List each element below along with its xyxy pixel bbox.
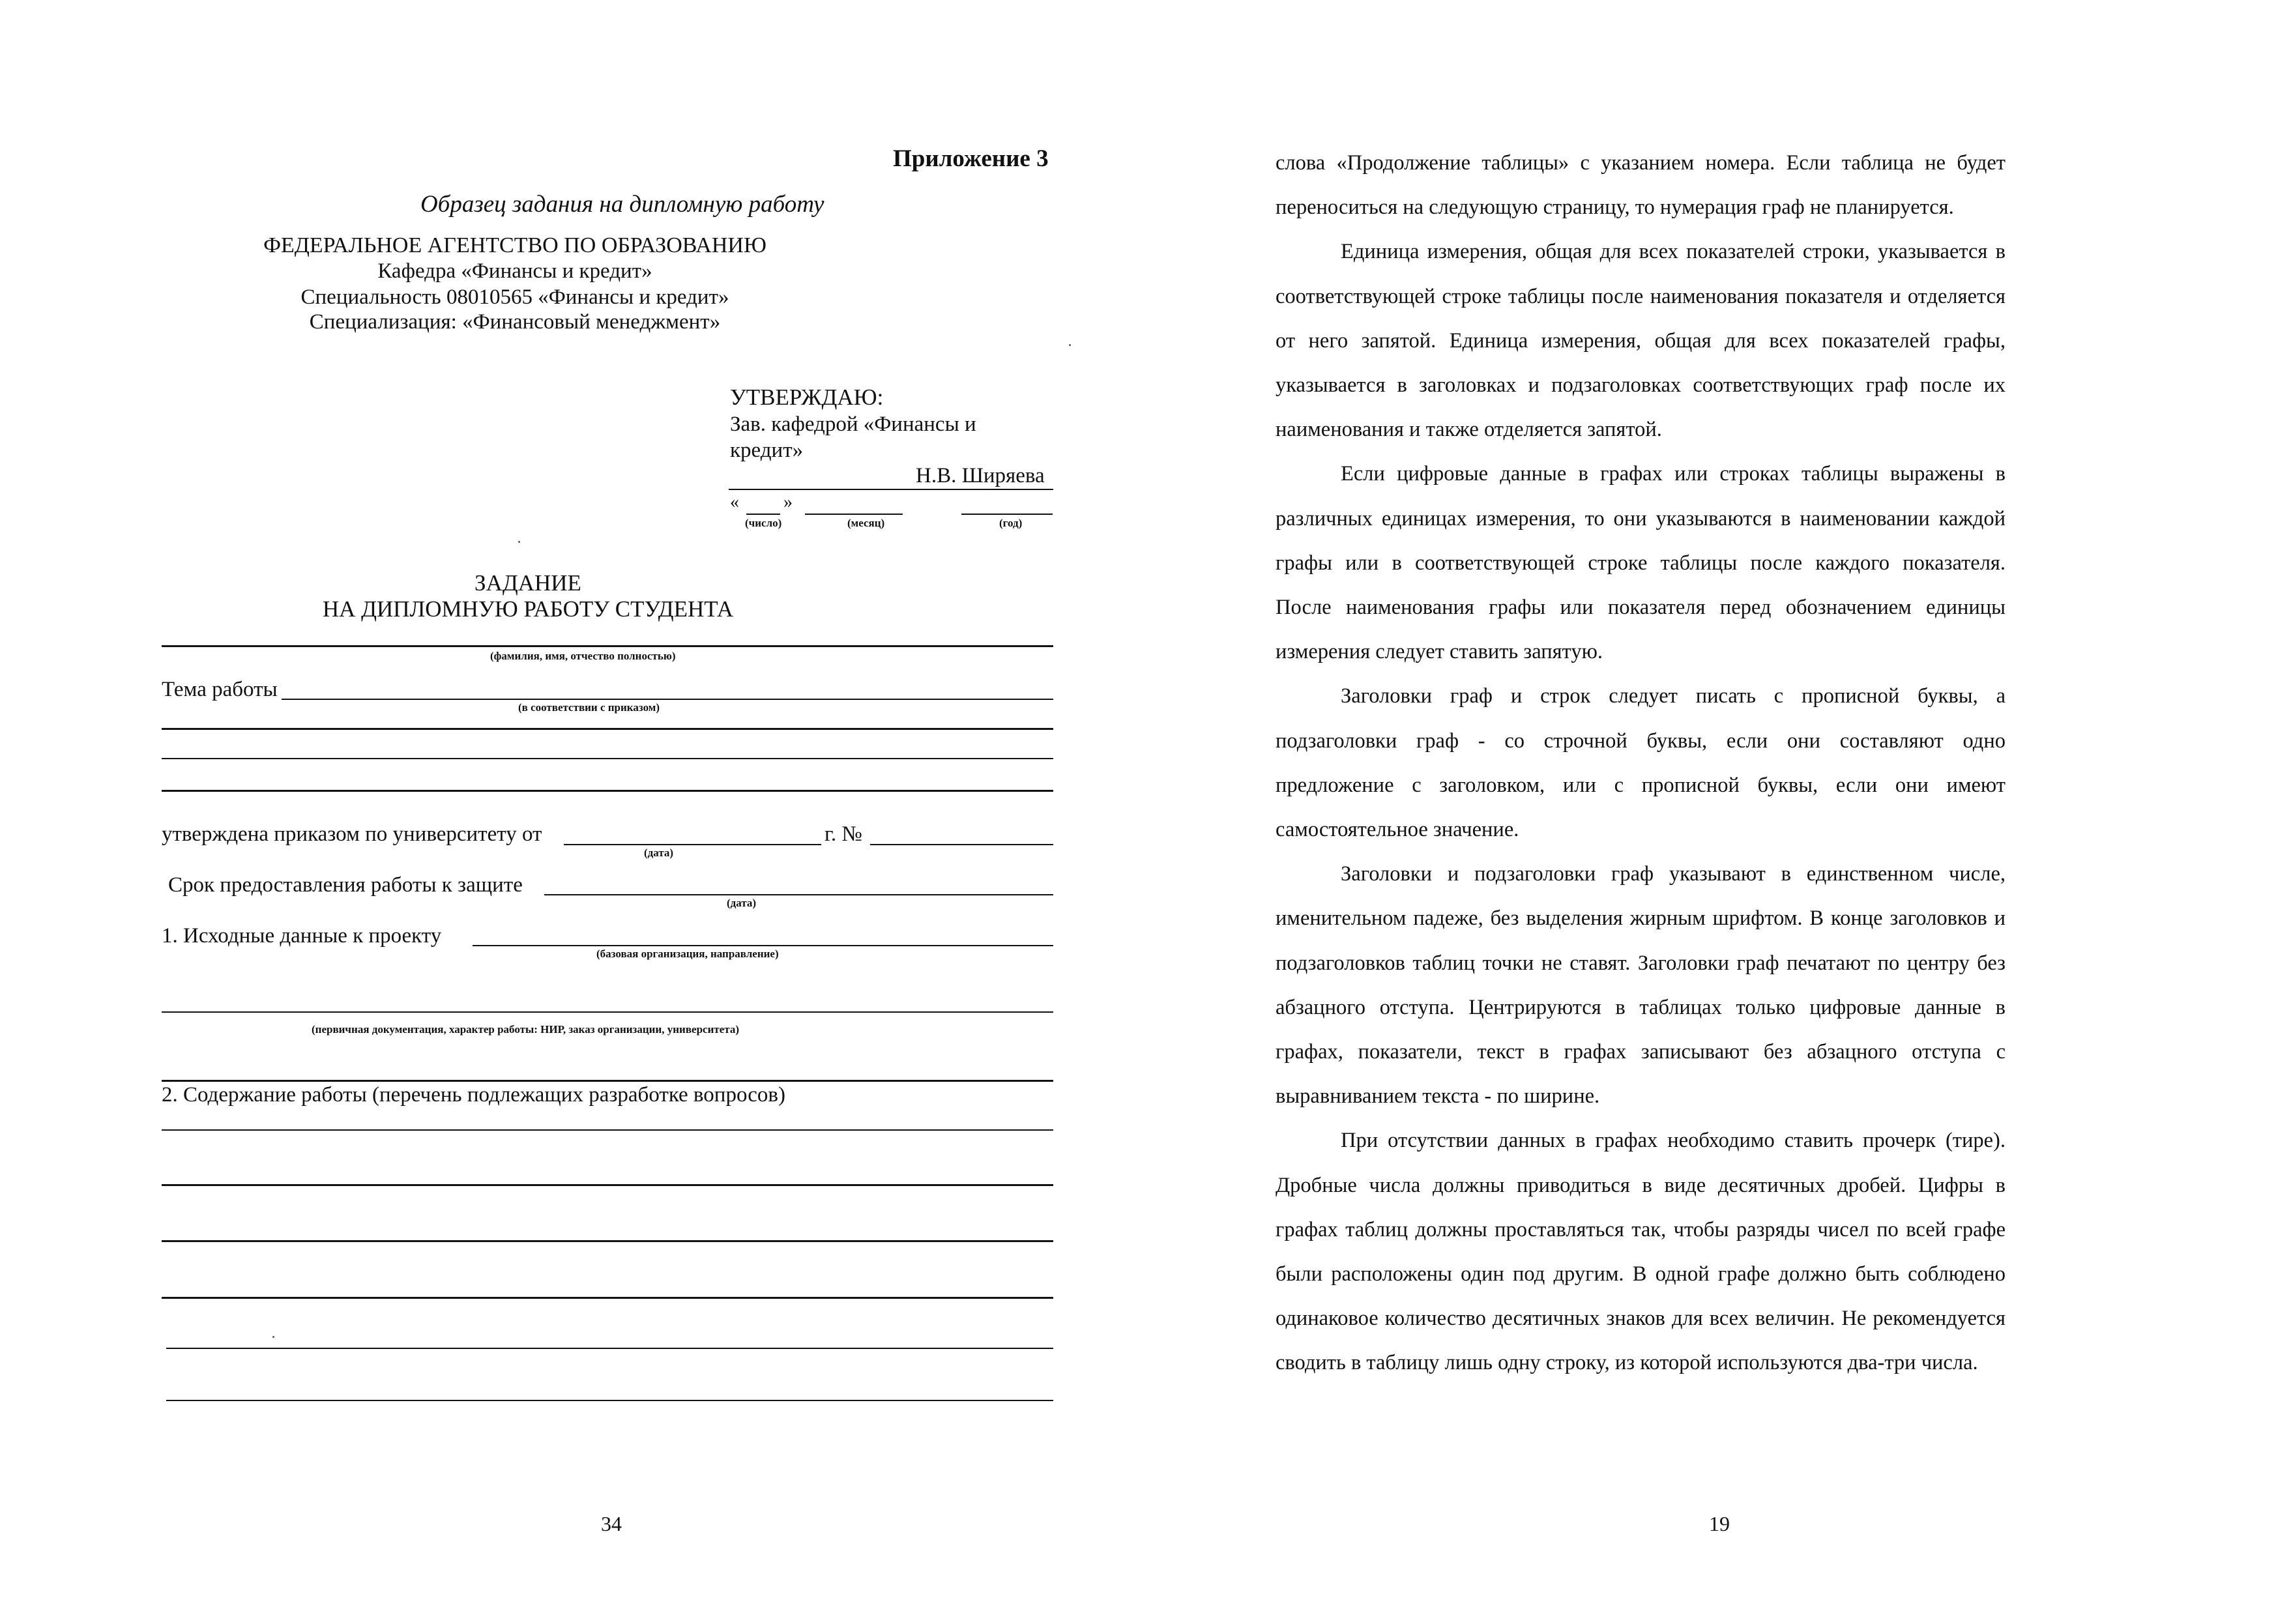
task-title-line2: НА ДИПЛОМНУЮ РАБОТУ СТУДЕНТА: [322, 596, 734, 622]
text-line: графы или в соответствующей строке таблицы после каждого показателя.: [1276, 551, 2006, 575]
approve-label: УТВЕРЖДАЮ:: [730, 384, 884, 410]
order-date-line: [564, 844, 821, 845]
text-line: выравниванием текста - по ширине.: [1276, 1084, 1600, 1109]
topic-line: [162, 790, 1053, 792]
head-of-department-line1: Зав. кафедрой «Финансы и: [730, 413, 976, 436]
text-line: переноситься на следующую страницу, то нумерация граф не планируется.: [1276, 196, 1954, 220]
text-line: Если цифровые данные в графах или строках таблицы выражены в: [1341, 462, 2006, 486]
order-date-hint: (дата): [644, 847, 674, 859]
content-line: [162, 1240, 1053, 1242]
text-line: подзаголовки граф - со строчной буквы, если они составляют одно: [1276, 729, 2006, 753]
page-number-right: 19: [1709, 1512, 1730, 1535]
text-line: указывается в заголовках и подзаголовках соответствующих граф после их: [1276, 373, 2006, 397]
text-line: предложение с заголовком, или с прописной буквы, если они имеют: [1276, 773, 2006, 797]
text-line: измерения следует ставить запятую.: [1276, 640, 1603, 664]
topic-line: [162, 728, 1053, 730]
appendix-title: Приложение 3: [893, 145, 1049, 172]
agency-name: ФЕДЕРАЛЬНОЕ АГЕНТСТВО ПО ОБРАЗОВАНИЮ: [263, 233, 766, 257]
signer-name: Н.В. Ширяева: [916, 464, 1045, 487]
right-page: [1145, 0, 2291, 1624]
text-line: графах таблиц должны проставляться так, чтобы разряды чисел по всей графе: [1276, 1217, 2006, 1241]
text-line: были расположены один под другим. В одной графе должно быть соблюдено: [1276, 1262, 2006, 1286]
text-line: самостоятельное значение.: [1276, 818, 1519, 841]
topic-line: [282, 699, 1053, 700]
content-line: [162, 1297, 1053, 1299]
deadline-label: Срок предоставления работы к защите: [168, 873, 523, 897]
year-line: [961, 514, 1053, 515]
page-number-left: 34: [601, 1512, 622, 1535]
scan-speck: [518, 541, 520, 543]
content-line: [162, 1129, 1053, 1131]
order-number-line: [870, 844, 1053, 845]
content-line: [166, 1348, 1053, 1349]
specialization: Специализация: «Финансовый менеджмент»: [309, 310, 721, 334]
head-of-department-line2: кредит»: [730, 439, 804, 462]
date-quote-close: »: [783, 492, 793, 512]
text-line: Заголовки и подзаголовки граф указывают в единственном числе,: [1341, 862, 2006, 886]
primary-docs-hint: (первичная документация, характер работы: НИР, заказ организации, университета): [312, 1023, 739, 1036]
text-line: сводить в таблицу лишь одну строку, из которой используются два-три числа.: [1276, 1351, 1978, 1375]
content-label: 2. Содержание работы (перечень подлежащих разработке вопросов): [162, 1083, 785, 1107]
month-line: [805, 514, 903, 515]
date-quote-open: «: [730, 492, 739, 512]
sample-title: Образец задания на дипломную работу: [420, 191, 824, 218]
task-title-line1: ЗАДАНИЕ: [474, 570, 581, 596]
text-line: абзацного отступа. Центрируются в таблицах только цифровые данные в: [1276, 995, 2006, 1019]
deadline-hint: (дата): [727, 897, 757, 909]
text-line: различных единицах измерения, то они указываются в наименовании каждой: [1276, 506, 2006, 530]
text-line: графах, показатели, текст в графах записывают без абзацного отступа с: [1276, 1040, 2006, 1064]
student-name-line: [162, 645, 1053, 647]
initial-data-hint: (базовая организация, направление): [596, 948, 779, 960]
text-line: одинаковое количество десятичных знаков для всех величин. Не рекомендуется: [1276, 1307, 2006, 1331]
deadline-line: [544, 894, 1053, 895]
text-line: наименования и также отделяется запятой.: [1276, 418, 1662, 442]
approved-by-order-label: утверждена приказом по университету от: [162, 822, 542, 846]
text-line: именительном падеже, без выделения жирным шрифтом. В конце заголовков и: [1276, 906, 2006, 931]
topic-hint: (в соответствии с приказом): [518, 701, 660, 714]
initial-data-line: [162, 1080, 1053, 1082]
text-line: Заголовки граф и строк следует писать с прописной буквы, а: [1341, 684, 2006, 708]
initial-data-line: [162, 1011, 1053, 1013]
student-name-hint: (фамилия, имя, отчество полностью): [490, 650, 676, 662]
signature-line: [729, 489, 1053, 490]
content-line: [166, 1400, 1053, 1401]
text-line: соответствующей строке таблицы после наименования показателя и отделяется: [1276, 284, 2006, 308]
initial-data-label: 1. Исходные данные к проекту: [162, 924, 442, 948]
text-line: Дробные числа должны приводиться в виде десятичных дробей. Цифры в: [1276, 1173, 2006, 1197]
text-line: При отсутствии данных в графах необходимо ставить прочерк (тире).: [1341, 1129, 2006, 1153]
scan-speck: [1069, 344, 1071, 346]
topic-line: [162, 758, 1053, 759]
initial-data-line: [473, 945, 1053, 946]
text-line: слова «Продолжение таблицы» с указанием номера. Если таблица не будет: [1276, 151, 2006, 175]
specialty: Специальность 08010565 «Финансы и кредит»: [300, 285, 729, 309]
day-line: [746, 514, 780, 515]
month-hint: (месяц): [847, 517, 885, 529]
left-page: [0, 0, 1145, 1624]
topic-label: Тема работы: [162, 678, 278, 701]
department-name: Кафедра «Финансы и кредит»: [377, 259, 652, 283]
day-hint: (число): [745, 517, 782, 529]
scan-speck: [272, 1336, 274, 1338]
text-line: подзаголовков таблиц точки не ставят. Заголовки граф печатают по центру без: [1276, 951, 2006, 975]
year-no-label: г. №: [824, 822, 862, 846]
text-line: Единица измерения, общая для всех показателей строки, указывается в: [1341, 240, 2006, 264]
content-line: [162, 1184, 1053, 1186]
year-hint: (год): [999, 517, 1023, 529]
text-line: от него запятой. Единица измерения, общая для всех показателей графы,: [1276, 328, 2006, 353]
text-line: После наименования графы или показателя перед обозначением единицы: [1276, 596, 2006, 619]
